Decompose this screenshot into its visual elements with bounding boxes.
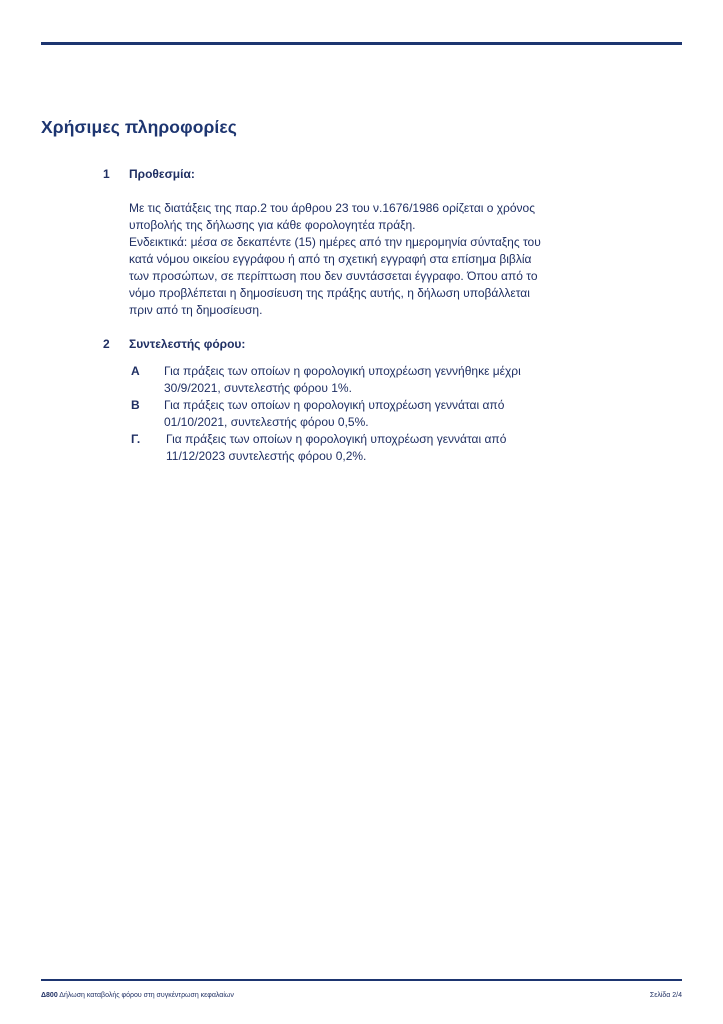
top-rule [41,42,682,45]
tax-rate-letter: Β [131,398,140,412]
tax-rate-line: Για πράξεις των οποίων η φορολογική υποχρέωση γεννάται από [166,432,507,446]
section-1-line: πριν από τη δημοσίευση. [129,303,263,317]
tax-rate-text [166,431,506,465]
tax-rate-line: 11/12/2023 συντελεστής φόρου 0,2%. [166,449,367,463]
section-1-line: κατά νόμου οικείου εγγράφου ή από τη σχετική εγγραφή στα επίσημα βιβλία [129,252,532,266]
section-1-line: Με τις διατάξεις της παρ.2 του άρθρου 23 του ν.1676/1986 ορίζεται ο χρόνος [129,201,536,215]
tax-rate-item [131,363,571,397]
page-title: Χρήσιμες πληροφορίες [41,117,237,137]
section-1-line: νόμο προβλέπεται η δημοσίευση της πράξης αυτής, η δήλωση υποβάλλεται [129,286,530,300]
section-1-number: 1 [103,167,110,181]
footer-form-label [41,992,234,999]
tax-rate-item [131,431,571,465]
tax-rate-letter: Γ. [131,432,141,446]
section-2-heading: Συντελεστής φόρου: [129,337,246,351]
section-1-line: Ενδεικτικά: μέσα σε δεκαπέντε (15) ημέρες από την ημερομηνία σύνταξης του [129,235,541,249]
tax-rate-list [131,363,571,465]
footer-form-code: Δ800 [41,992,58,999]
tax-rate-text [164,397,504,431]
footer-page-number: Σελίδα 2/4 [649,992,682,999]
tax-rate-line: 01/10/2021, συντελεστής φόρου 0,5%. [164,415,369,429]
section-1-line: των προσώπων, σε περίπτωση που δεν συντάσσεται έγγραφο. Όπου από το [129,269,538,283]
tax-rate-item [131,397,571,431]
section-1-line: υποβολής της δήλωσης για κάθε φορολογητέα πράξη. [129,218,416,232]
tax-rate-letter: Α [131,364,140,378]
bottom-rule [41,979,682,981]
tax-rate-line: 30/9/2021, συντελεστής φόρου 1%. [164,381,352,395]
footer-form-title: Δήλωση καταβολής φόρου στη συγκέντρωση κεφαλαίων [59,992,234,999]
section-2-number: 2 [103,337,110,351]
tax-rate-line: Για πράξεις των οποίων η φορολογική υποχρέωση γεννήθηκε μέχρι [164,364,521,378]
tax-rate-text [164,363,521,397]
section-1-heading: Προθεσμία: [129,167,195,181]
section-1-body [129,200,589,319]
tax-rate-line: Για πράξεις των οποίων η φορολογική υποχρέωση γεννάται από [164,398,505,412]
